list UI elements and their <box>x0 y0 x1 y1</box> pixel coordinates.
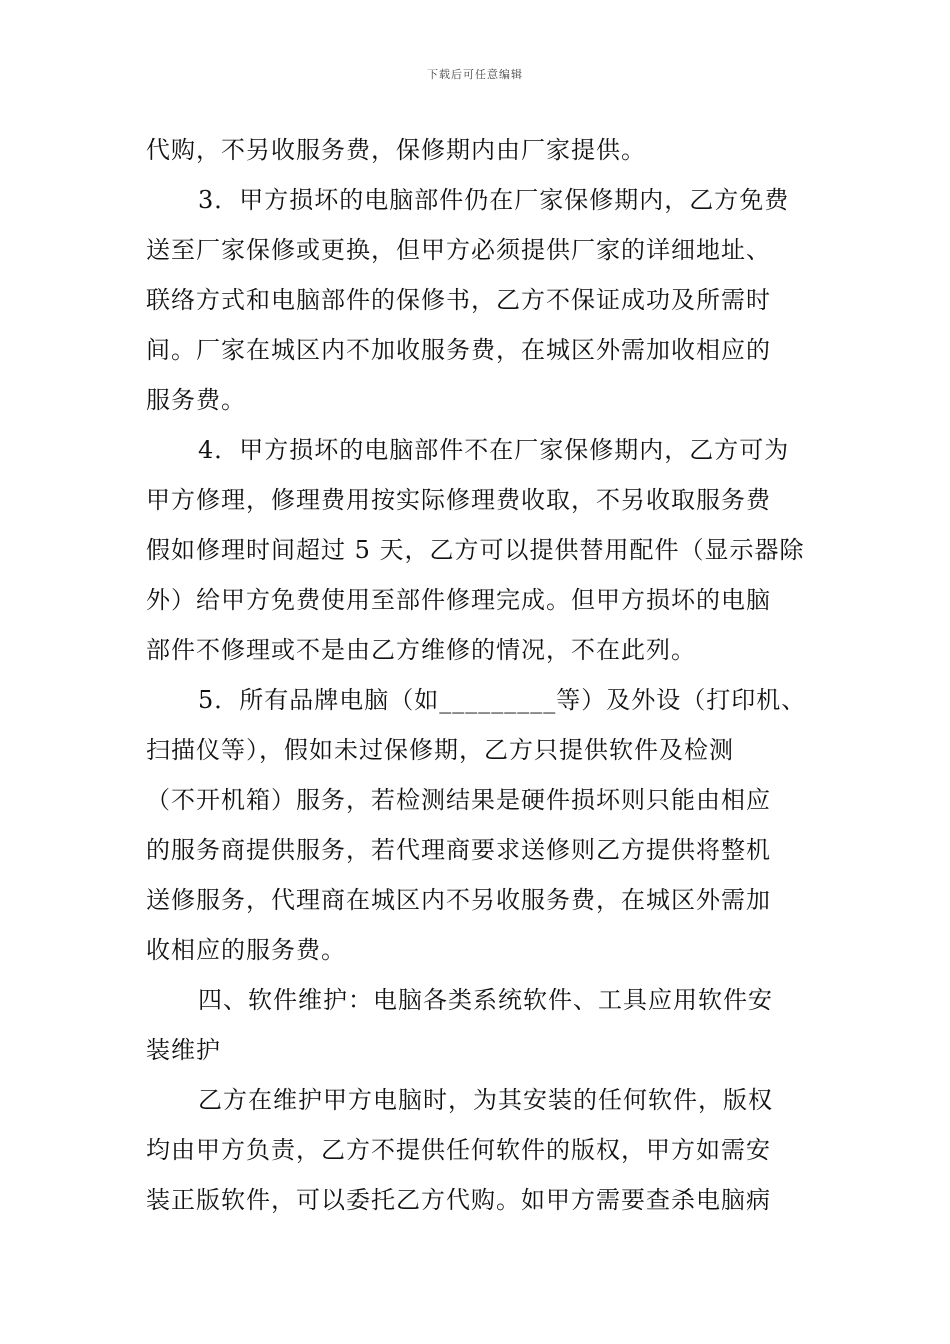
text-line: 均由甲方负责，乙方不提供任何软件的版权，甲方如需安 <box>146 1136 771 1164</box>
text-line: 5．所有品牌电脑（如_________等）及外设（打印机、 <box>198 686 807 714</box>
text-line: 甲方修理，修理费用按实际修理费收取，不另收取服务费 <box>146 486 771 514</box>
text-line: 四、软件维护：电脑各类系统软件、工具应用软件安 <box>198 986 773 1014</box>
text-line: 装正版软件，可以委托乙方代购。如甲方需要查杀电脑病 <box>146 1186 771 1214</box>
text-line: （不开机箱）服务，若检测结果是硬件损坏则只能由相应 <box>146 786 771 814</box>
text-line: 扫描仪等），假如未过保修期，乙方只提供软件及检测 <box>146 736 734 764</box>
text-line: 4．甲方损坏的电脑部件不在厂家保修期内，乙方可为 <box>198 436 790 464</box>
text-line: 联络方式和电脑部件的保修书，乙方不保证成功及所需时 <box>146 286 771 314</box>
text-line: 送至厂家保修或更换，但甲方必须提供厂家的详细地址、 <box>146 236 771 264</box>
text-line: 送修服务，代理商在城区内不另收服务费，在城区外需加 <box>146 886 771 914</box>
text-line: 代购，不另收服务费，保修期内由厂家提供。 <box>146 136 646 164</box>
text-line: 装维护 <box>146 1036 221 1064</box>
text-line: 间。厂家在城区内不加收服务费，在城区外需加收相应的 <box>146 336 771 364</box>
text-line: 3．甲方损坏的电脑部件仍在厂家保修期内，乙方免费 <box>198 186 790 214</box>
text-line: 部件不修理或不是由乙方维修的情况，不在此列。 <box>146 636 696 664</box>
text-line: 假如修理时间超过 5 天，乙方可以提供替用配件（显示器除 <box>146 536 805 564</box>
text-line: 乙方在维护甲方电脑时，为其安装的任何软件，版权 <box>198 1086 773 1114</box>
page-header-note: 下载后可任意编辑 <box>427 68 523 81</box>
text-line: 的服务商提供服务，若代理商要求送修则乙方提供将整机 <box>146 836 771 864</box>
text-line: 服务费。 <box>146 386 246 414</box>
document-body <box>146 125 816 1225</box>
text-line: 外）给甲方免费使用至部件修理完成。但甲方损坏的电脑 <box>146 586 771 614</box>
text-line: 收相应的服务费。 <box>146 936 346 964</box>
